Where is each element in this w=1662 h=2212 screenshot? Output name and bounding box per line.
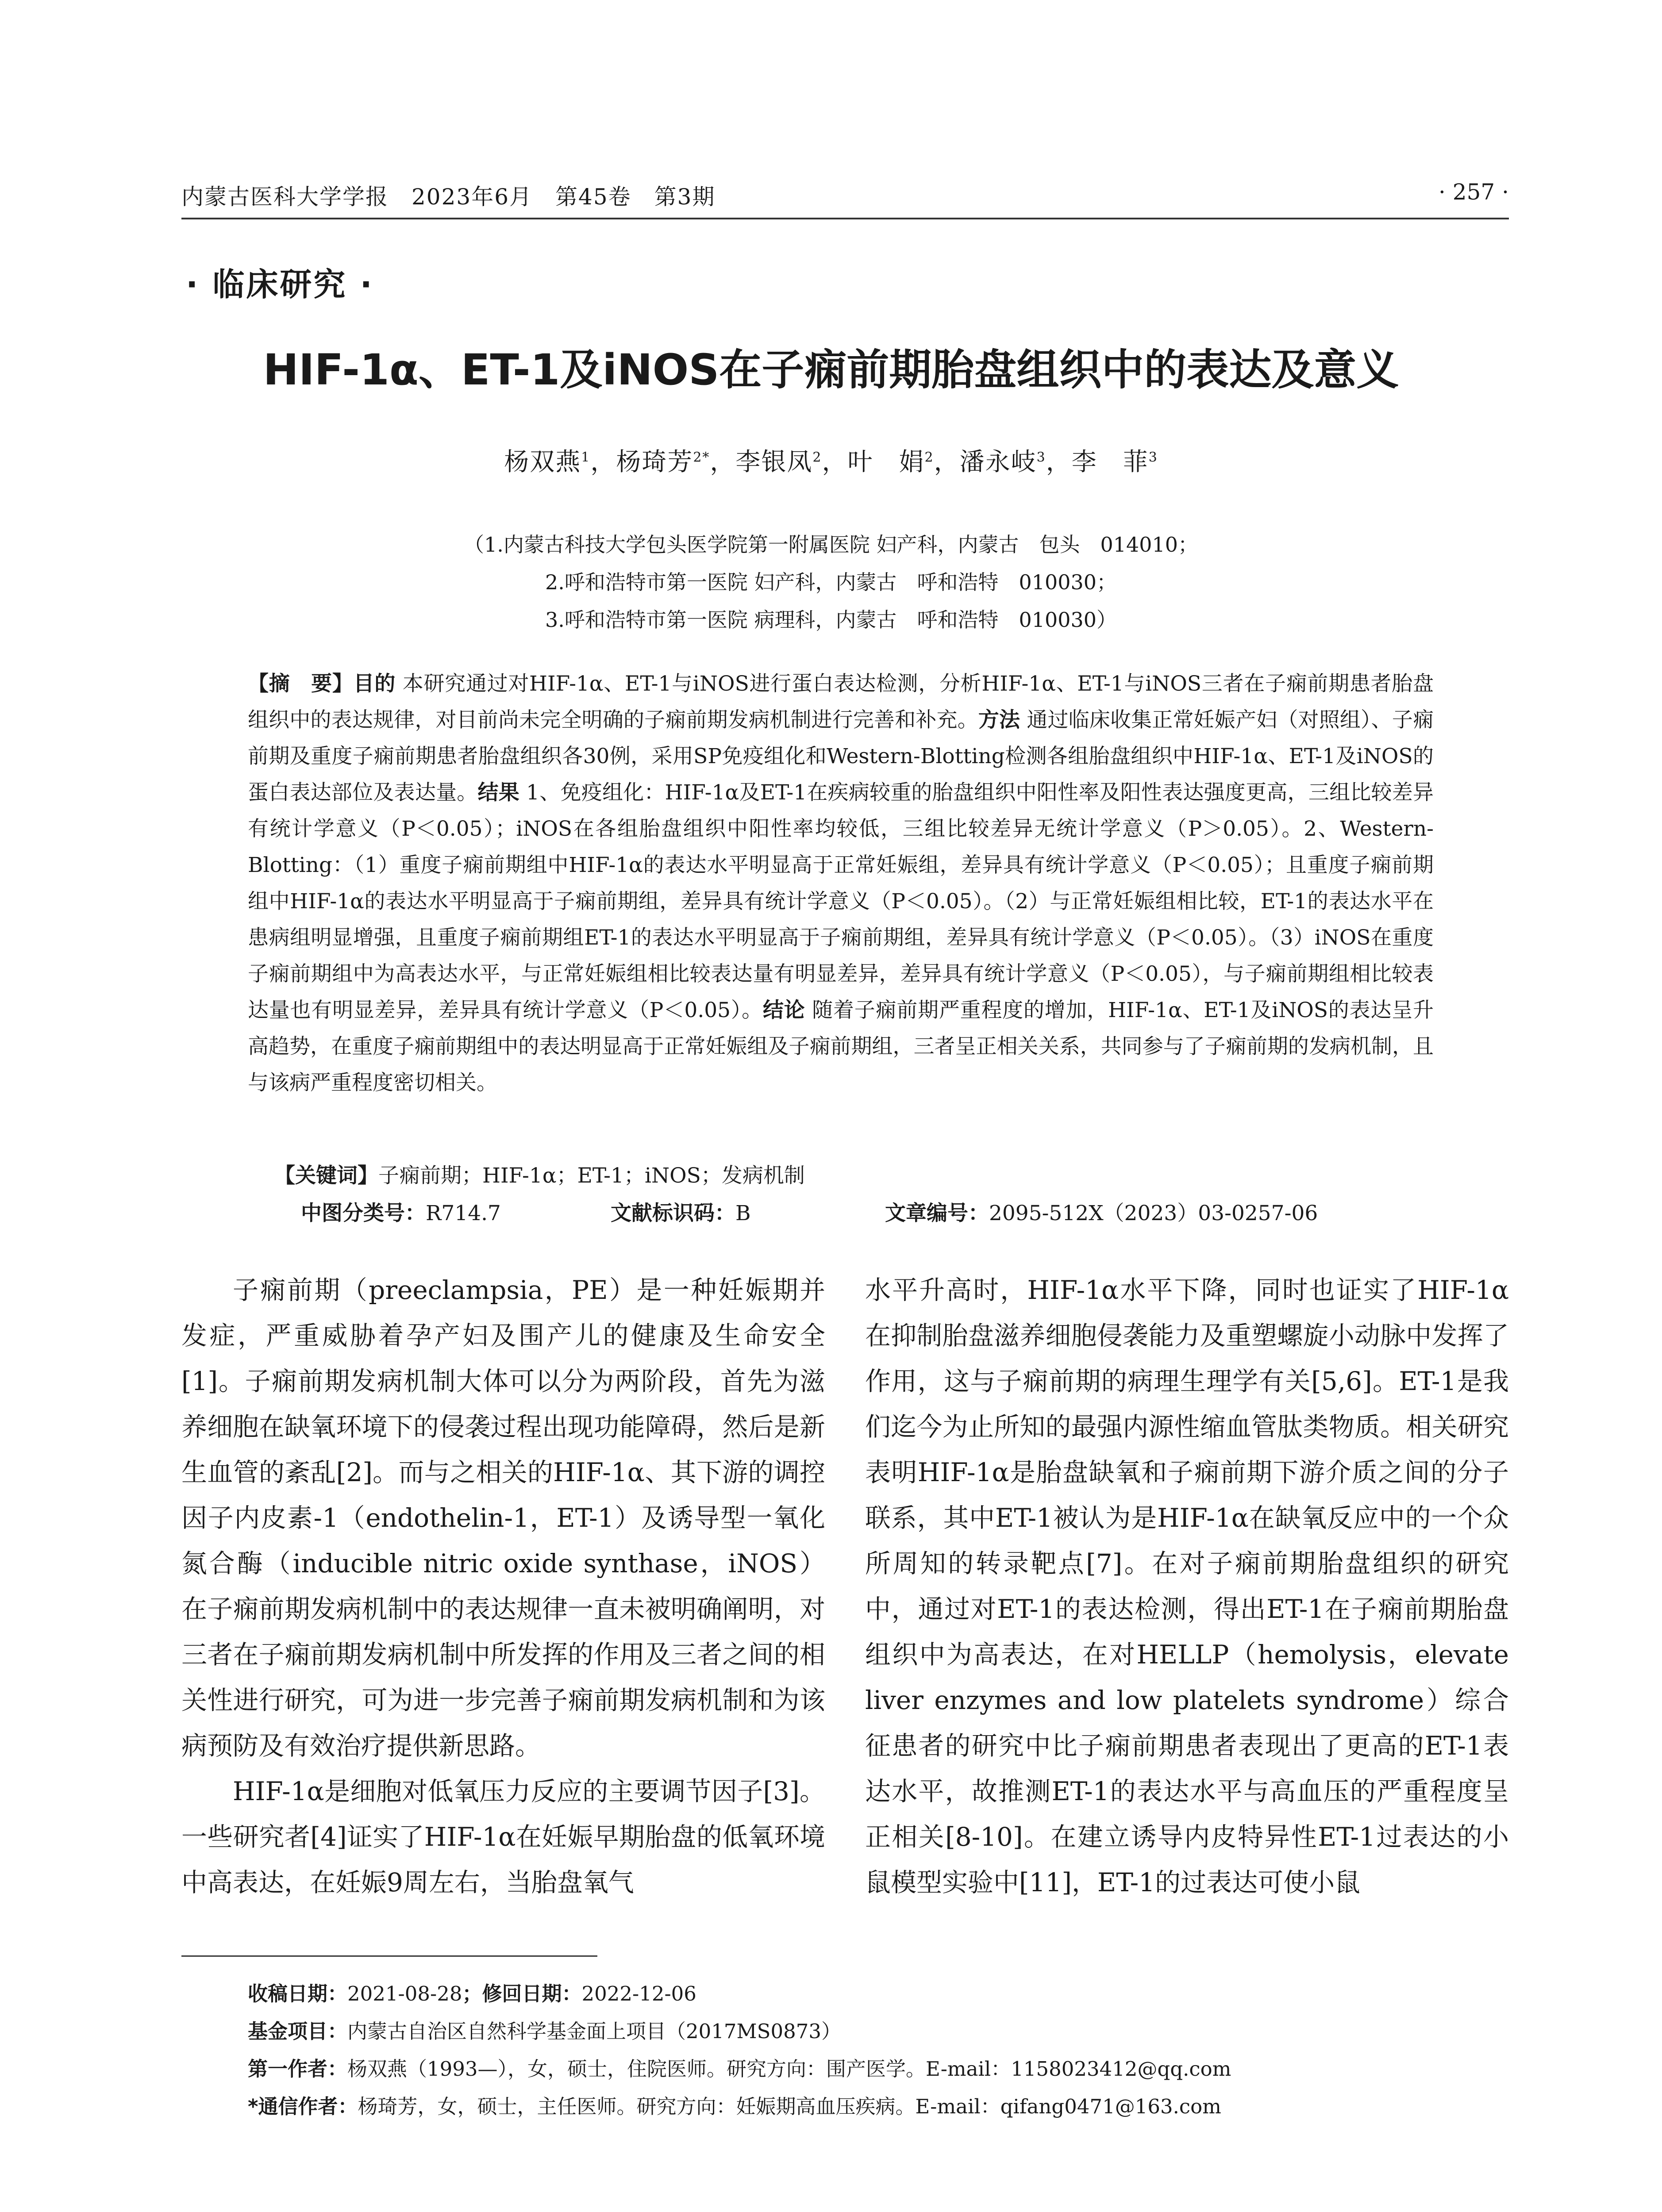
doc-code-label: 文献标识码：: [611, 1201, 735, 1225]
revised-label: ；修回日期：: [462, 1982, 582, 2005]
objective-label: 目的: [353, 672, 396, 696]
first-author-text: 杨双燕（1993—），女，硕士，住院医师。研究方向：围产医学。E-mail：1158023412@qq.com: [347, 2057, 1231, 2081]
affiliation-2: 2.呼和浩特市第一医院 妇产科，内蒙古 呼和浩特 010030；: [545, 570, 1117, 594]
running-header: [181, 179, 1509, 215]
keywords-label: 【关键词】: [274, 1164, 378, 1188]
body-right-column: [865, 1267, 1509, 1905]
clc-value: R714.7: [426, 1201, 501, 1225]
footnote-dates: [248, 1978, 696, 2006]
fund-label: 基金项目：: [248, 2020, 348, 2043]
methods-text: 通过临床收集正常妊娠产妇（对照组）、子痫前期及重度子痫前期患者胎盘组织各30例，采用SP免疫组化和Western-Blotting检测各组胎盘组织中HIF-1α、ET-1及iNOS的蛋白表达部位及表达量。: [248, 708, 1434, 805]
author-name: 李银凤: [735, 448, 813, 476]
revised-date: 2022-12-06: [581, 1982, 696, 2005]
author-name: 潘永岐: [959, 448, 1037, 476]
footnote-divider: [181, 1955, 597, 1957]
body-left-column: [181, 1267, 825, 1905]
author-affil-mark: 2: [812, 449, 822, 465]
conclusion-text: 随着子痫前期严重程度的增加，HIF-1α、ET-1及iNOS的表达呈升高趋势，在重度子痫前期组中的表达明显高于正常妊娠组及子痫前期组，三者呈正相关关系，共同参与了子痫前期的发病机制，且与该病严重程度密切相关。: [248, 998, 1434, 1095]
author-affil-mark: 3: [1036, 449, 1046, 465]
body-paragraph: 子痫前期（preeclampsia，PE）是一种妊娠期并发症，严重威胁着孕产妇及围产儿的健康及生命安全[1]。子痫前期发病机制大体可以分为两阶段，首先为滋养细胞在缺氧环境下的侵袭过程出现功能障碍，然后是新生血管的紊乱[2]。而与之相关的HIF-1α、其下游的调控因子内皮素-1（endothelin-1，ET-1）及诱导型一氧化氮合酶（inducible nitric oxide synthase，iNOS）在子痫前期发病机制中的表达规律一直未被明确阐明，对三者在子痫前期发病机制中所发挥的作用及三者之间的相关性进行研究，可为进一步完善子痫前期发病机制和为该病预防及有效治疗提供新思路。: [181, 1275, 825, 1761]
keywords: [274, 1159, 805, 1189]
conclusion-label: 结论: [762, 998, 805, 1022]
clc-label: 中图分类号：: [301, 1201, 426, 1225]
page-number: · 257 ·: [1438, 179, 1509, 205]
author-name: 叶 娟: [847, 448, 925, 476]
received-label: 收稿日期：: [248, 1982, 348, 2005]
abstract: [248, 666, 1434, 1101]
footnote-fund: [248, 2015, 841, 2044]
clc-number: [301, 1197, 501, 1226]
article-title: HIF-1α、ET-1及iNOS在子痫前期胎盘组织中的表达及意义: [263, 345, 1399, 395]
author-affil-mark: 2*: [693, 449, 710, 465]
fund-text: 内蒙古自治区自然科学基金面上项目（2017MS0873）: [347, 2020, 841, 2043]
body-paragraph: HIF-1α是细胞对低氧压力反应的主要调节因子[3]。一些研究者[4]证实了HIF-1α在妊娠早期胎盘的低氧环境中高表达，在妊娠9周左右，当胎盘氧气: [181, 1776, 825, 1897]
author-affil-mark: 1: [581, 449, 591, 465]
footnote-corresponding: [248, 2090, 1221, 2119]
section-label: · 临床研究 ·: [186, 266, 374, 303]
affiliation-1: （1.内蒙古科技大学包头医学院第一附属医院 妇产科，内蒙古 包头 014010；: [463, 533, 1199, 557]
corresponding-label: *通信作者：: [248, 2095, 358, 2118]
author-list: 杨双燕$^1$，杨琦芳$^{2*}$，李银凤$^2$，叶 娟$^2$，潘永岐$^3$，李 菲$^3$: [504, 448, 1158, 476]
corresponding-text: 杨琦芳，女，硕士，主任医师。研究方向：妊娠期高血压疾病。E-mail：qifang0471@163.com: [358, 2095, 1221, 2118]
author-affil-mark: 2: [924, 449, 934, 465]
author-name: 杨琦芳: [616, 448, 693, 476]
results-text: 1、免疫组化：HIF-1α及ET-1在疾病较重的胎盘组织中阳性率及阳性表达强度更高，三组比较差异有统计学意义（P＜0.05）；iNOS在各组胎盘组织中阳性率均较低，三组比较差异无统计学意义（P＞0.05）。2、Western-Blotting：（1）重度子痫前期组中HIF-1α的表达水平明显高于正常妊娠组，差异具有统计学意义（P＜0.05）；且重度子痫前期组中HIF-1α的表达水平明显高于子痫前期组，差异具有统计学意义（P＜0.05）。（2）与正常妊娠组相比较，ET-1的表达水平在患病组明显增强，且重度子痫前期组ET-1的表达水平明显高于子痫前期组，差异具有统计学意义（P＜0.05）。（3）iNOS在重度子痫前期组中为高表达水平，与正常妊娠组相比较表达量有明显差异，差异具有统计学意义（P＜0.05），与子痫前期组相比较表达量也有明显差异，差异具有统计学意义（P＜0.05）。: [248, 780, 1434, 1022]
journal-info: 内蒙古医科大学学报 2023年6月 第45卷 第3期: [181, 184, 716, 210]
author-name: 李 菲: [1071, 448, 1149, 476]
received-date: 2021-08-28: [347, 1982, 462, 2005]
affiliation-3: 3.呼和浩特市第一医院 病理科，内蒙古 呼和浩特 010030）: [545, 608, 1117, 632]
article-number-label: 文章编号：: [885, 1201, 989, 1225]
abstract-label: 【摘 要】: [248, 672, 354, 696]
header-divider: [181, 218, 1509, 219]
objective-text: 本研究通过对HIF-1α、ET-1与iNOS进行蛋白表达检测，分析HIF-1α、ET-1与iNOS三者在子痫前期患者胎盘组织中的表达规律，对目前尚未完全明确的子痫前期发病机制进行完善和补充。: [248, 672, 1434, 732]
footnote-first-author: [248, 2053, 1231, 2081]
first-author-label: 第一作者：: [248, 2057, 348, 2081]
doc-code-value: B: [735, 1201, 751, 1225]
article-number: [885, 1197, 1318, 1226]
methods-label: 方法: [978, 708, 1020, 732]
author-affil-mark: 3: [1148, 449, 1158, 465]
keywords-text: 子痫前期；HIF-1α；ET-1；iNOS；发病机制: [378, 1164, 805, 1188]
author-name: 杨双燕: [504, 448, 581, 476]
results-label: 结果: [477, 780, 519, 805]
doc-code: [611, 1197, 751, 1226]
article-number-value: 2095-512X（2023）03-0257-06: [989, 1201, 1318, 1225]
body-paragraph: 水平升高时，HIF-1α水平下降，同时也证实了HIF-1α在抑制胎盘滋养细胞侵袭能力及重塑螺旋小动脉中发挥了作用，这与子痫前期的病理生理学有关[5,6]。ET-1是我们迄今为止所知的最强内源性缩血管肽类物质。相关研究表明HIF-1α是胎盘缺氧和子痫前期下游介质之间的分子联系，其中ET-1被认为是HIF-1α在缺氧反应中的一个众所周知的转录靶点[7]。在对子痫前期胎盘组织的研究中，通过对ET-1的表达检测，得出ET-1在子痫前期胎盘组织中为高表达，在对HELLP（hemolysis，elevate liver enzymes and low platelets syndrome）综合征患者的研究中比子痫前期患者表现出了更高的ET-1表达水平，故推测ET-1的表达水平与高血压的严重程度呈正相关[8-10]。在建立诱导内皮特异性ET-1过表达的小鼠模型实验中[11]，ET-1的过表达可使小鼠: [865, 1275, 1509, 1897]
